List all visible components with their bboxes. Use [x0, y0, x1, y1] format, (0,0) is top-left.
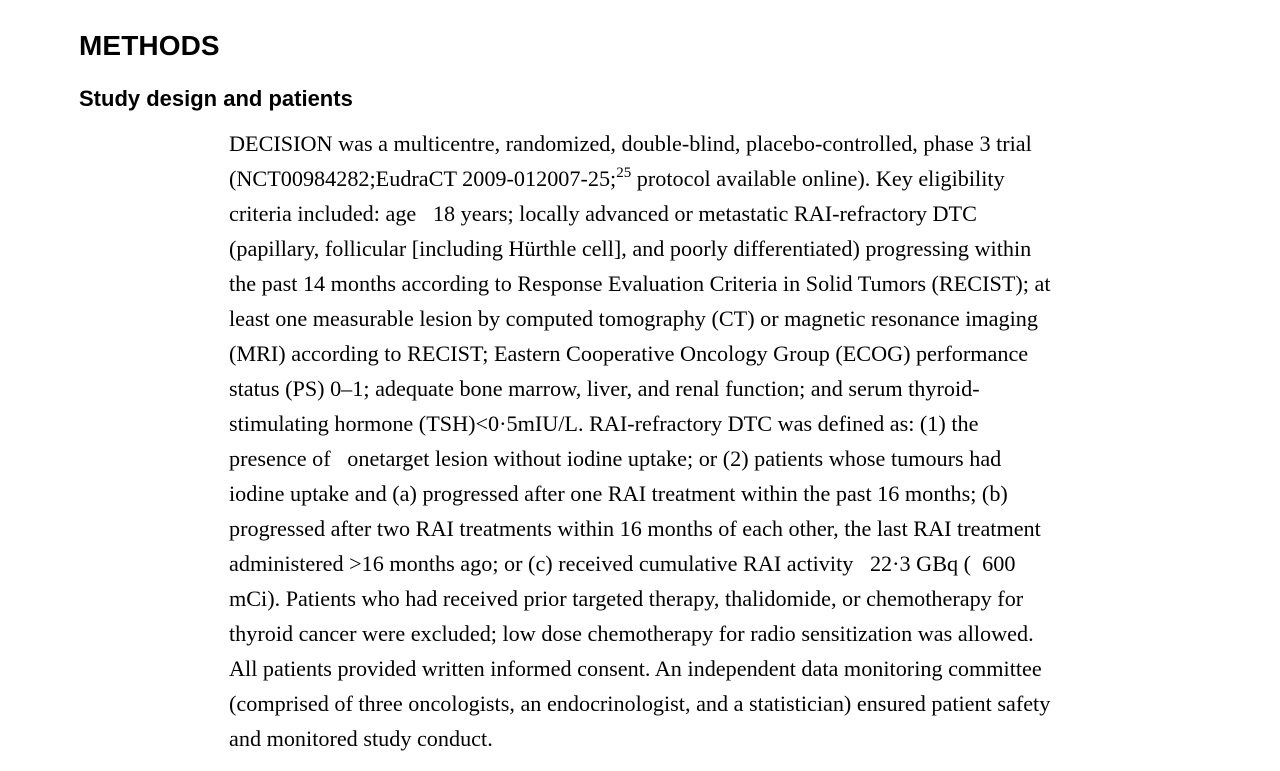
paragraph-line: progressed after two RAI treatments within 16 months of each other, the last RAI treatment	[229, 516, 1041, 541]
paragraph-line-text: (NCT00984282;EudraCT 2009-012007-25;	[229, 166, 617, 191]
paragraph-line: iodine uptake and (a) progressed after one RAI treatment within the past 16 months; (b)	[229, 481, 1008, 506]
paragraph-line: (papillary, follicular [including Hürthle cell], and poorly differentiated) progressing within	[229, 236, 1032, 261]
paragraph-line: the past 14 months according to Response Evaluation Criteria in Solid Tumors (RECIST); at	[229, 271, 1051, 296]
section-title: METHODS	[79, 30, 220, 61]
paragraph-line: thyroid cancer were excluded; low dose chemotherapy for radio sensitization was allowed.	[229, 621, 1034, 646]
paragraph-line: least one measurable lesion by computed tomography (CT) or magnetic resonance imaging	[229, 306, 1038, 331]
paragraph-line: (comprised of three oncologists, an endocrinologist, and a statistician) ensured patient safety	[229, 691, 1051, 716]
paragraph-line: stimulating hormone (TSH)<0·5mIU/L. RAI-refractory DTC was defined as: (1) the	[229, 411, 979, 436]
paragraph-line: (MRI) according to RECIST; Eastern Cooperative Oncology Group (ECOG) performance	[229, 341, 1029, 366]
paragraph-line-text: protocol available online). Key eligibility	[631, 166, 1005, 191]
paragraph-line: DECISION was a multicentre, randomized, double-blind, placebo-controlled, phase 3 trial	[229, 131, 1032, 156]
paragraph-line: and monitored study conduct.	[229, 726, 493, 751]
paragraph-line: administered >16 months ago; or (c) received cumulative RAI activity 22·3 GBq ( 600	[229, 551, 1016, 576]
paragraph-line: presence of onetarget lesion without iodine uptake; or (2) patients whose tumours had	[229, 446, 1002, 471]
subsection-title: Study design and patients	[79, 86, 353, 111]
paragraph-line	[229, 161, 1189, 196]
methods-paragraph	[229, 126, 1189, 756]
paragraph-line: criteria included: age 18 years; locally advanced or metastatic RAI-refractory DTC	[229, 201, 977, 226]
paragraph-line: status (PS) 0–1; adequate bone marrow, liver, and renal function; and serum thyroid-	[229, 376, 980, 401]
citation-superscript: 25	[616, 165, 632, 181]
paragraph-line: mCi). Patients who had received prior targeted therapy, thalidomide, or chemotherapy for	[229, 586, 1024, 611]
paragraph-line: All patients provided written informed consent. An independent data monitoring committee	[229, 656, 1042, 681]
